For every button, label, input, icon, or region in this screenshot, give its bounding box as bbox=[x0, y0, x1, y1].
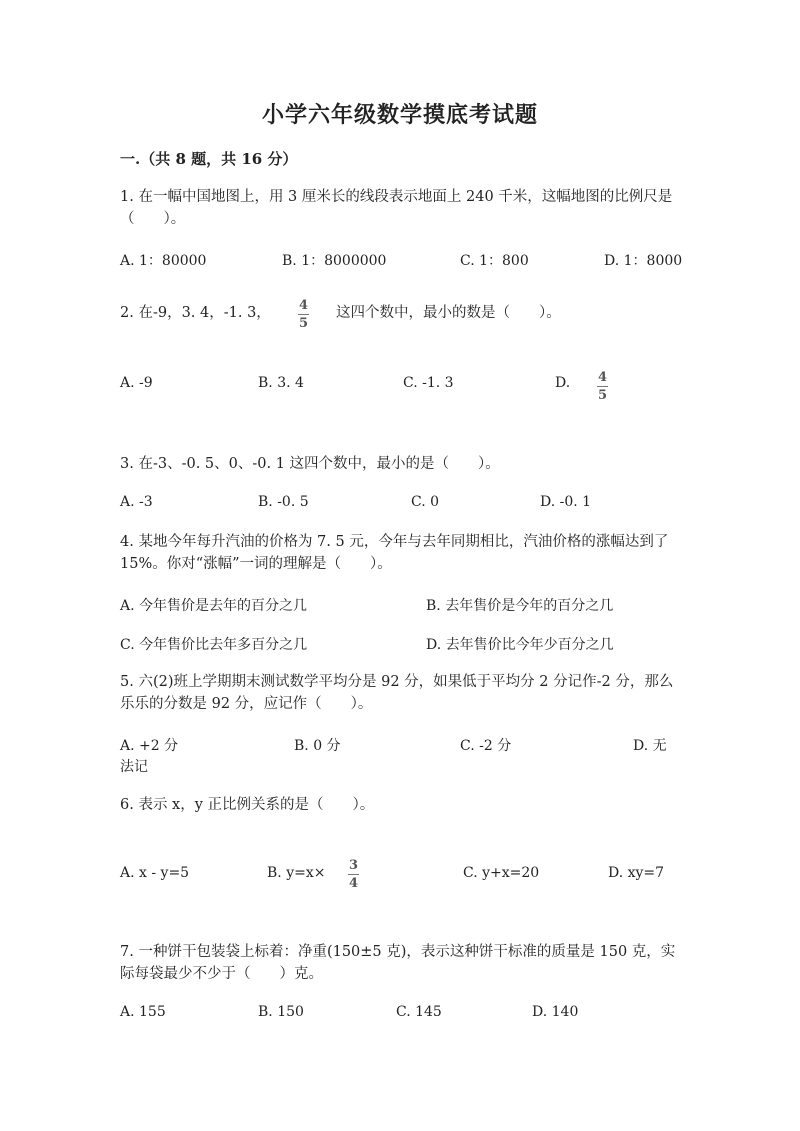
q5-option-d[interactable]: D. 无 bbox=[633, 738, 667, 754]
q7-option-d[interactable]: D. 140 bbox=[532, 1004, 579, 1020]
question-3-text: 3. 在-3、-0. 5、0、-0. 1 这四个数中，最小的是（ ）。 bbox=[120, 456, 500, 472]
q6-option-a[interactable]: A. x - y=5 bbox=[120, 865, 190, 881]
q3-option-b[interactable]: B. -0. 5 bbox=[258, 494, 309, 510]
q5-option-c[interactable]: C. -2 分 bbox=[460, 738, 512, 754]
question-7-text: 7. 一种饼干包装袋上标着：净重(150±5 克)，表示这种饼干标准的质量是 150 克，实际每袋最少不少于（ ）克。 bbox=[120, 944, 676, 982]
q6-option-c[interactable]: C. y+x=20 bbox=[463, 865, 540, 881]
q3-option-d[interactable]: D. -0. 1 bbox=[540, 494, 592, 510]
question-2-text-after: 这四个数中，最小的数是（ ）。 bbox=[336, 305, 561, 321]
question-4-text: 4. 某地今年每升汽油的价格为 7. 5 元，今年与去年同期相比，汽油价格的涨幅达到了 15%。你对“涨幅”一词的理解是（ ）。 bbox=[120, 534, 669, 572]
q7-option-c[interactable]: C. 145 bbox=[396, 1004, 442, 1020]
q5-option-a[interactable]: A. +2 分 bbox=[120, 738, 179, 754]
question-1-text: 1. 在一幅中国地图上，用 3 厘米长的线段表示地面上 240 千米，这幅地图的比例尺是（ ）。 bbox=[120, 189, 673, 227]
q2-option-c[interactable]: C. -1. 3 bbox=[403, 375, 454, 391]
question-6-text: 6. 表示 x，y 正比例关系的是（ ）。 bbox=[120, 797, 375, 813]
fraction-numerator: 4 bbox=[298, 298, 309, 313]
q4-option-d[interactable]: D. 去年售价比今年少百分之几 bbox=[426, 637, 614, 653]
q1-option-b[interactable]: B. 1：8000000 bbox=[282, 253, 387, 269]
q4-option-a[interactable]: A. 今年售价是去年的百分之几 bbox=[120, 598, 308, 614]
fraction-bar bbox=[597, 386, 608, 387]
q6-option-d[interactable]: D. xy=7 bbox=[608, 865, 665, 881]
fraction-bar bbox=[298, 314, 309, 315]
q6-option-b-fraction bbox=[348, 858, 359, 891]
fraction-numerator: 4 bbox=[597, 370, 608, 385]
question-2-text-before: 2. 在-9，3. 4，-1. 3， bbox=[120, 305, 271, 321]
fraction-denominator: 4 bbox=[348, 876, 359, 891]
fraction-bar bbox=[348, 874, 359, 875]
question-5-text: 5. 六(2)班上学期期末测试数学平均分是 92 分，如果低于平均分 2 分记作-2 分，那么乐乐的分数是 92 分，应记作（ ）。 bbox=[120, 674, 674, 712]
q6-option-b[interactable]: B. y=x× bbox=[267, 865, 326, 881]
q3-option-c[interactable]: C. 0 bbox=[411, 494, 440, 510]
q2-option-d[interactable]: D. bbox=[555, 375, 571, 391]
q1-option-c[interactable]: C. 1：800 bbox=[460, 253, 529, 269]
q2-option-b[interactable]: B. 3. 4 bbox=[258, 375, 304, 391]
fraction-numerator: 3 bbox=[348, 858, 359, 873]
q5-option-d-wrap: 法记 bbox=[120, 759, 148, 775]
fraction-denominator: 5 bbox=[597, 388, 608, 403]
section-heading: 一.（共 8 题，共 16 分） bbox=[120, 150, 298, 168]
q2-fraction bbox=[298, 298, 309, 331]
q5-option-b[interactable]: B. 0 分 bbox=[294, 738, 341, 754]
q2-option-d-fraction bbox=[597, 370, 608, 403]
q4-option-b[interactable]: B. 去年售价是今年的百分之几 bbox=[426, 598, 614, 614]
fraction-denominator: 5 bbox=[298, 316, 309, 331]
q7-option-b[interactable]: B. 150 bbox=[258, 1004, 304, 1020]
page-title: 小学六年级数学摸底考试题 bbox=[261, 102, 538, 128]
q1-option-a[interactable]: A. 1：80000 bbox=[120, 253, 207, 269]
q7-option-a[interactable]: A. 155 bbox=[120, 1004, 166, 1020]
q4-option-c[interactable]: C. 今年售价比去年多百分之几 bbox=[120, 637, 308, 653]
q1-option-d[interactable]: D. 1：8000 bbox=[604, 253, 683, 269]
q3-option-a[interactable]: A. -3 bbox=[120, 494, 153, 510]
q2-option-a[interactable]: A. -9 bbox=[120, 375, 153, 391]
